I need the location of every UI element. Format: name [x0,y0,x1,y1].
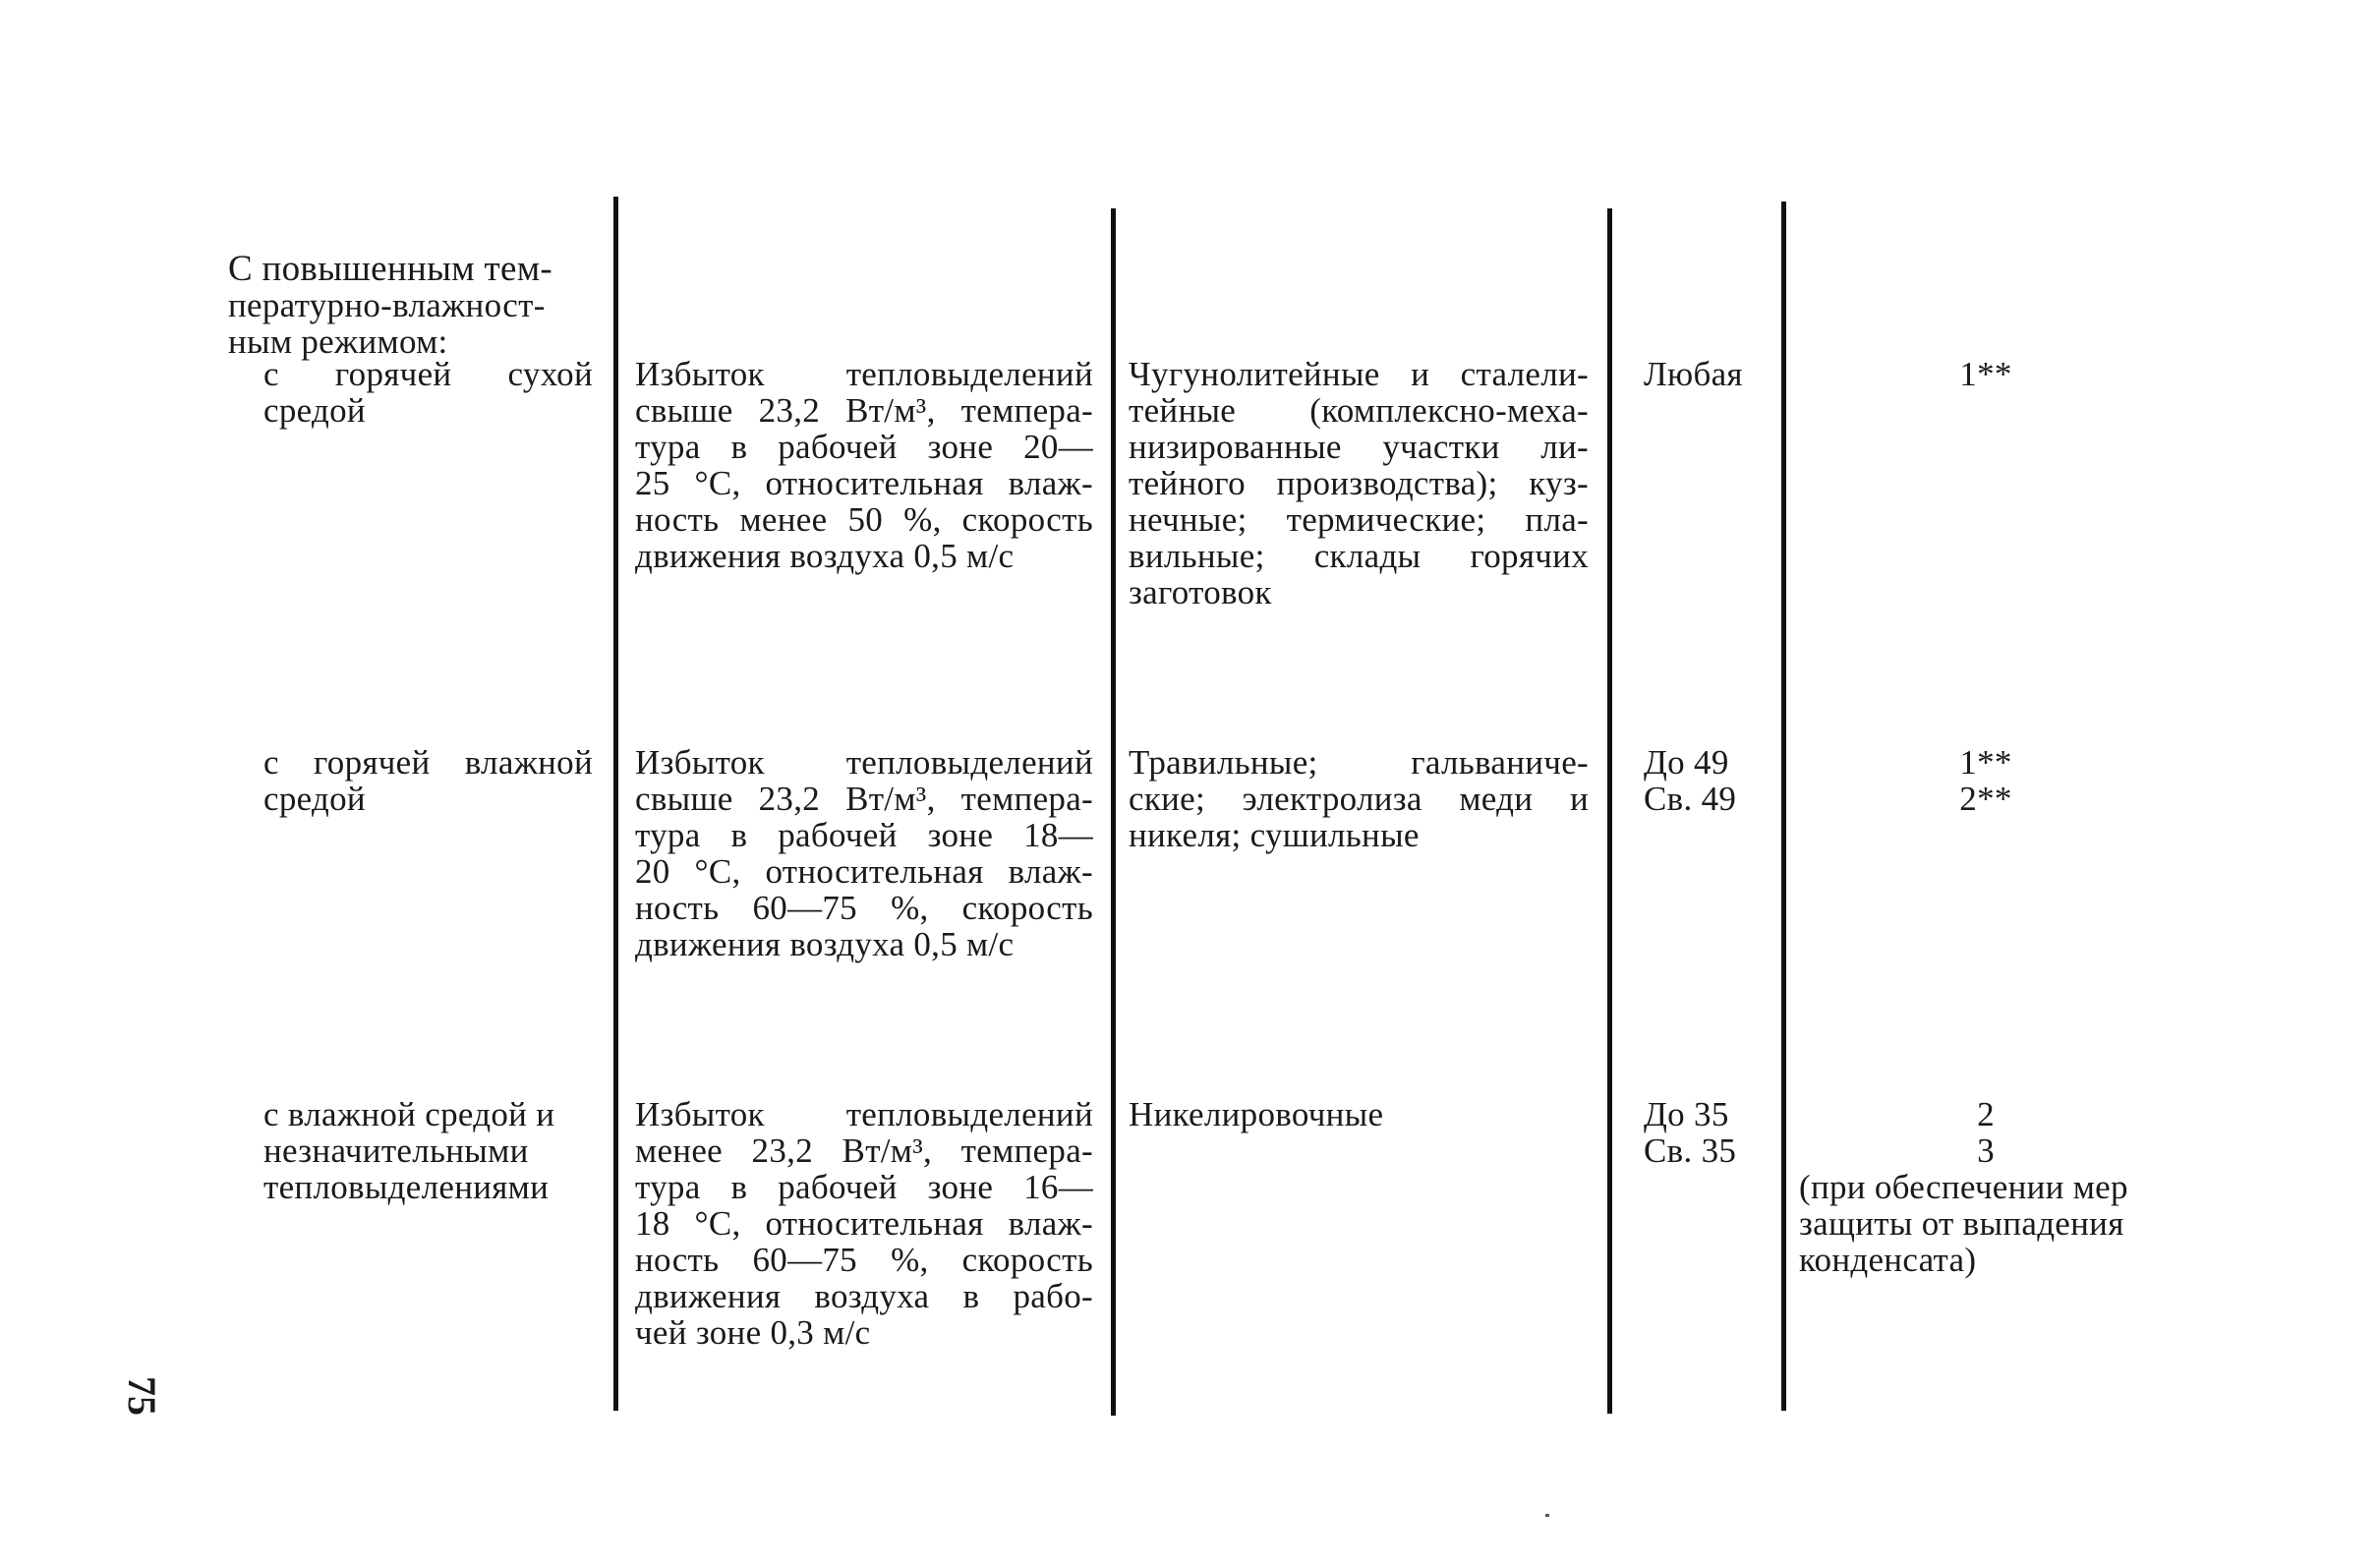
characteristic-line: 18 °С, относительная влаж- [635,1204,1093,1243]
column-rule [1111,208,1116,1416]
value-cell [1799,744,2173,817]
characteristic-line: Избыток тепловыделений [635,355,1093,393]
shops-line: ские; электролиза меди и [1129,780,1589,818]
shops-line: Никелировочные [1129,1095,1384,1133]
mode-cell [263,1096,598,1205]
value-line: 1** [1959,743,2012,782]
characteristic-line: чей зоне 0,3 м/с [635,1313,871,1352]
mode-line: с горячей влажной [263,743,593,782]
characteristic-line: свыше 23,2 Вт/м³, темпера- [635,780,1093,818]
column-rule [1607,208,1612,1414]
characteristic-line: Избыток тепловыделений [635,743,1093,782]
shops-line: нечные; термические; пла- [1129,500,1589,539]
shops-line: Чугунолитейные и сталели- [1129,355,1589,393]
mode-line: средой [263,780,366,818]
heading-line: пературно-влажност- [228,286,546,324]
shops-line: никеля; сушильные [1129,816,1420,854]
column-rule [613,197,618,1411]
width-line: Любая [1644,355,1743,393]
characteristic-cell [635,356,1093,574]
heading-line: С повышенным тем- [228,249,553,289]
width-line: До 35 [1644,1095,1729,1133]
shops-line: низированные участки ли- [1129,428,1589,466]
characteristic-cell [635,744,1093,962]
characteristic-line: тура в рабочей зоне 16— [635,1168,1093,1206]
mode-line: с влажной средой и [263,1095,555,1133]
mode-cell [263,356,593,429]
characteristic-line: Избыток тепловыделений [635,1095,1093,1133]
scan-speck [1545,1514,1549,1517]
characteristic-line: менее 23,2 Вт/м³, темпера- [635,1132,1093,1170]
shops-cell [1129,1096,1589,1132]
characteristic-line: тура в рабочей зоне 18— [635,816,1093,854]
characteristic-line: движения воздуха 0,5 м/с [635,925,1015,963]
characteristic-line: 25 °С, относительная влаж- [635,464,1093,502]
mode-line: тепловыделениями [263,1168,550,1206]
characteristic-cell [635,1096,1093,1351]
shops-cell [1129,356,1589,610]
characteristic-line: ность 60—75 %, скорость [635,1241,1093,1279]
value-note-line: конденсата) [1799,1241,1977,1279]
column-rule [1781,202,1786,1411]
value-line: 2 [1977,1095,1995,1133]
width-cell [1644,744,1771,817]
width-line: Св. 49 [1644,780,1737,818]
value-note-line: (при обеспечении мер [1799,1168,2128,1206]
shops-line: Травильные; гальваниче- [1129,743,1589,782]
shops-cell [1129,744,1589,853]
characteristic-line: тура в рабочей зоне 20— [635,428,1093,466]
shops-line: тейного производства); куз- [1129,464,1589,502]
mode-line: с горячей сухой [263,355,593,393]
value-cell [1799,356,2173,392]
mode-cell [263,744,593,817]
heading-line: ным режимом: [228,322,448,361]
width-cell [1644,356,1771,392]
value-line: 2** [1959,780,2012,818]
characteristic-line: движения воздуха 0,5 м/с [635,537,1015,575]
value-cell [1799,1096,2173,1278]
width-line: Св. 35 [1644,1132,1737,1170]
shops-line: тейные (комплексно-меха- [1129,391,1589,430]
width-line: До 49 [1644,743,1729,782]
value-note-line: защиты от выпадения [1799,1204,2124,1243]
mode-line: незначительными [263,1132,529,1170]
section-heading [228,251,592,360]
mode-line: средой [263,391,366,430]
characteristic-line: ность менее 50 %, скорость [635,500,1093,539]
value-line: 3 [1977,1132,1995,1170]
characteristic-line: ность 60—75 %, скорость [635,889,1093,927]
characteristic-line: 20 °С, относительная влаж- [635,852,1093,891]
width-cell [1644,1096,1771,1169]
page-number: 75 [120,1376,164,1416]
value-line: 1** [1959,355,2012,393]
characteristic-line: свыше 23,2 Вт/м³, темпера- [635,391,1093,430]
shops-line: вильные; склады горячих [1129,537,1589,575]
characteristic-line: движения воздуха в рабо- [635,1277,1093,1315]
shops-line: заготовок [1129,573,1272,611]
